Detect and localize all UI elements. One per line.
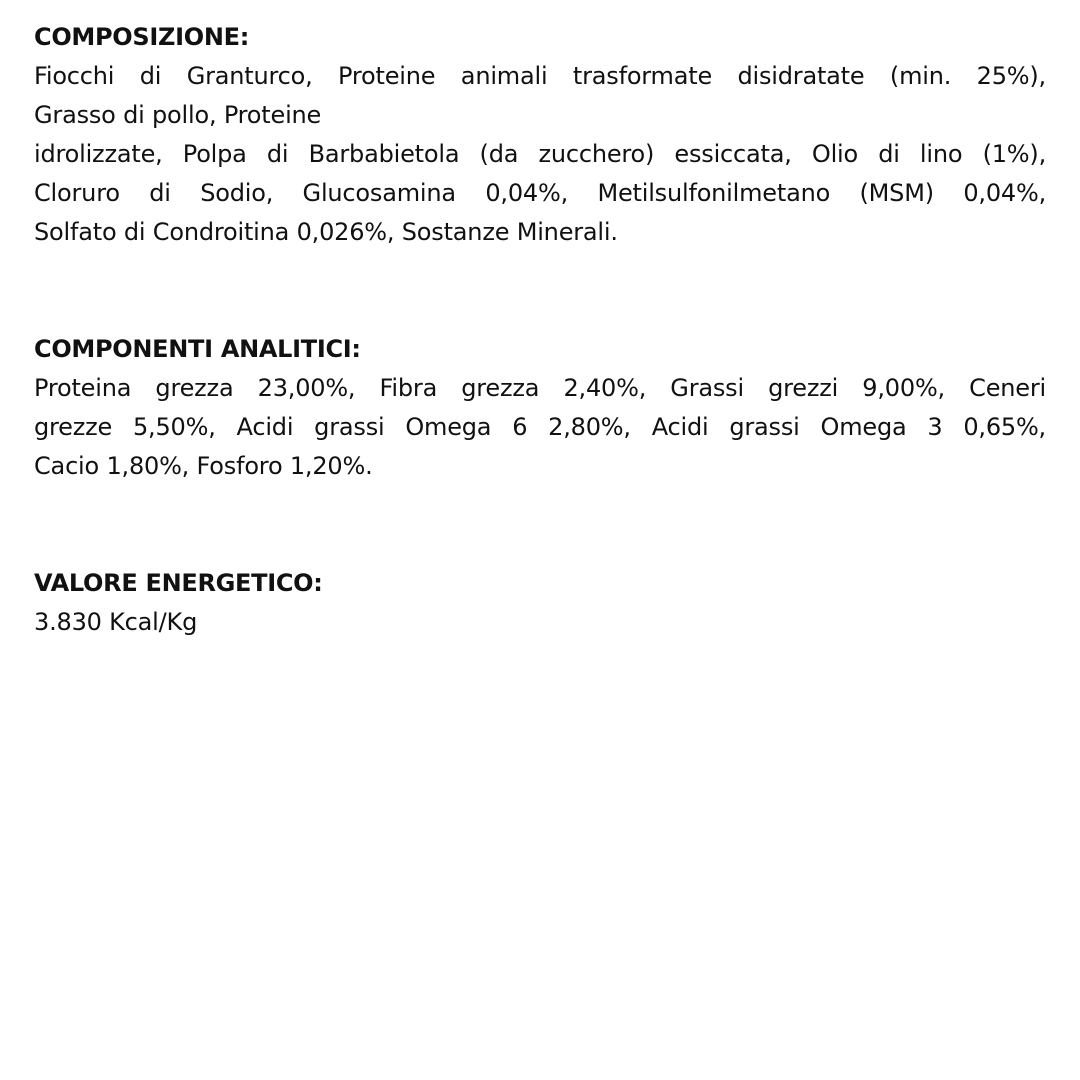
energy-value-section xyxy=(34,564,1046,642)
energy-value-title: VALORE ENERGETICO: xyxy=(34,569,323,597)
energy-value: 3.830 Kcal/Kg xyxy=(34,608,198,636)
analytical-line: Proteina grezza 23,00%, Fibra grezza 2,40%, Grassi grezzi 9,00%, Ceneri xyxy=(34,374,1046,402)
analytical-line: grezze 5,50%, Acidi grassi Omega 6 2,80%, Acidi grassi Omega 3 0,65%, xyxy=(34,413,1046,441)
composition-text xyxy=(34,57,1046,252)
analytical-line: Cacio 1,80%, Fosforo 1,20%. xyxy=(34,452,373,480)
composition-line: idrolizzate, Polpa di Barbabietola (da zucchero) essiccata, Olio di lino (1%), xyxy=(34,140,1046,168)
analytical-components-section xyxy=(34,330,1046,486)
composition-section xyxy=(34,18,1046,252)
energy-value-text xyxy=(34,603,1046,642)
composition-line: Solfato di Condroitina 0,026%, Sostanze Minerali. xyxy=(34,218,618,246)
analytical-components-text xyxy=(34,369,1046,486)
composition-title: COMPOSIZIONE: xyxy=(34,23,250,51)
composition-line: Fiocchi di Granturco, Proteine animali trasformate disidratate (min. 25%), xyxy=(34,62,1046,90)
analytical-components-title: COMPONENTI ANALITICI: xyxy=(34,335,361,363)
composition-line: Grasso di pollo, Proteine xyxy=(34,101,322,129)
composition-line: Cloruro di Sodio, Glucosamina 0,04%, Metilsulfonilmetano (MSM) 0,04%, xyxy=(34,179,1046,207)
